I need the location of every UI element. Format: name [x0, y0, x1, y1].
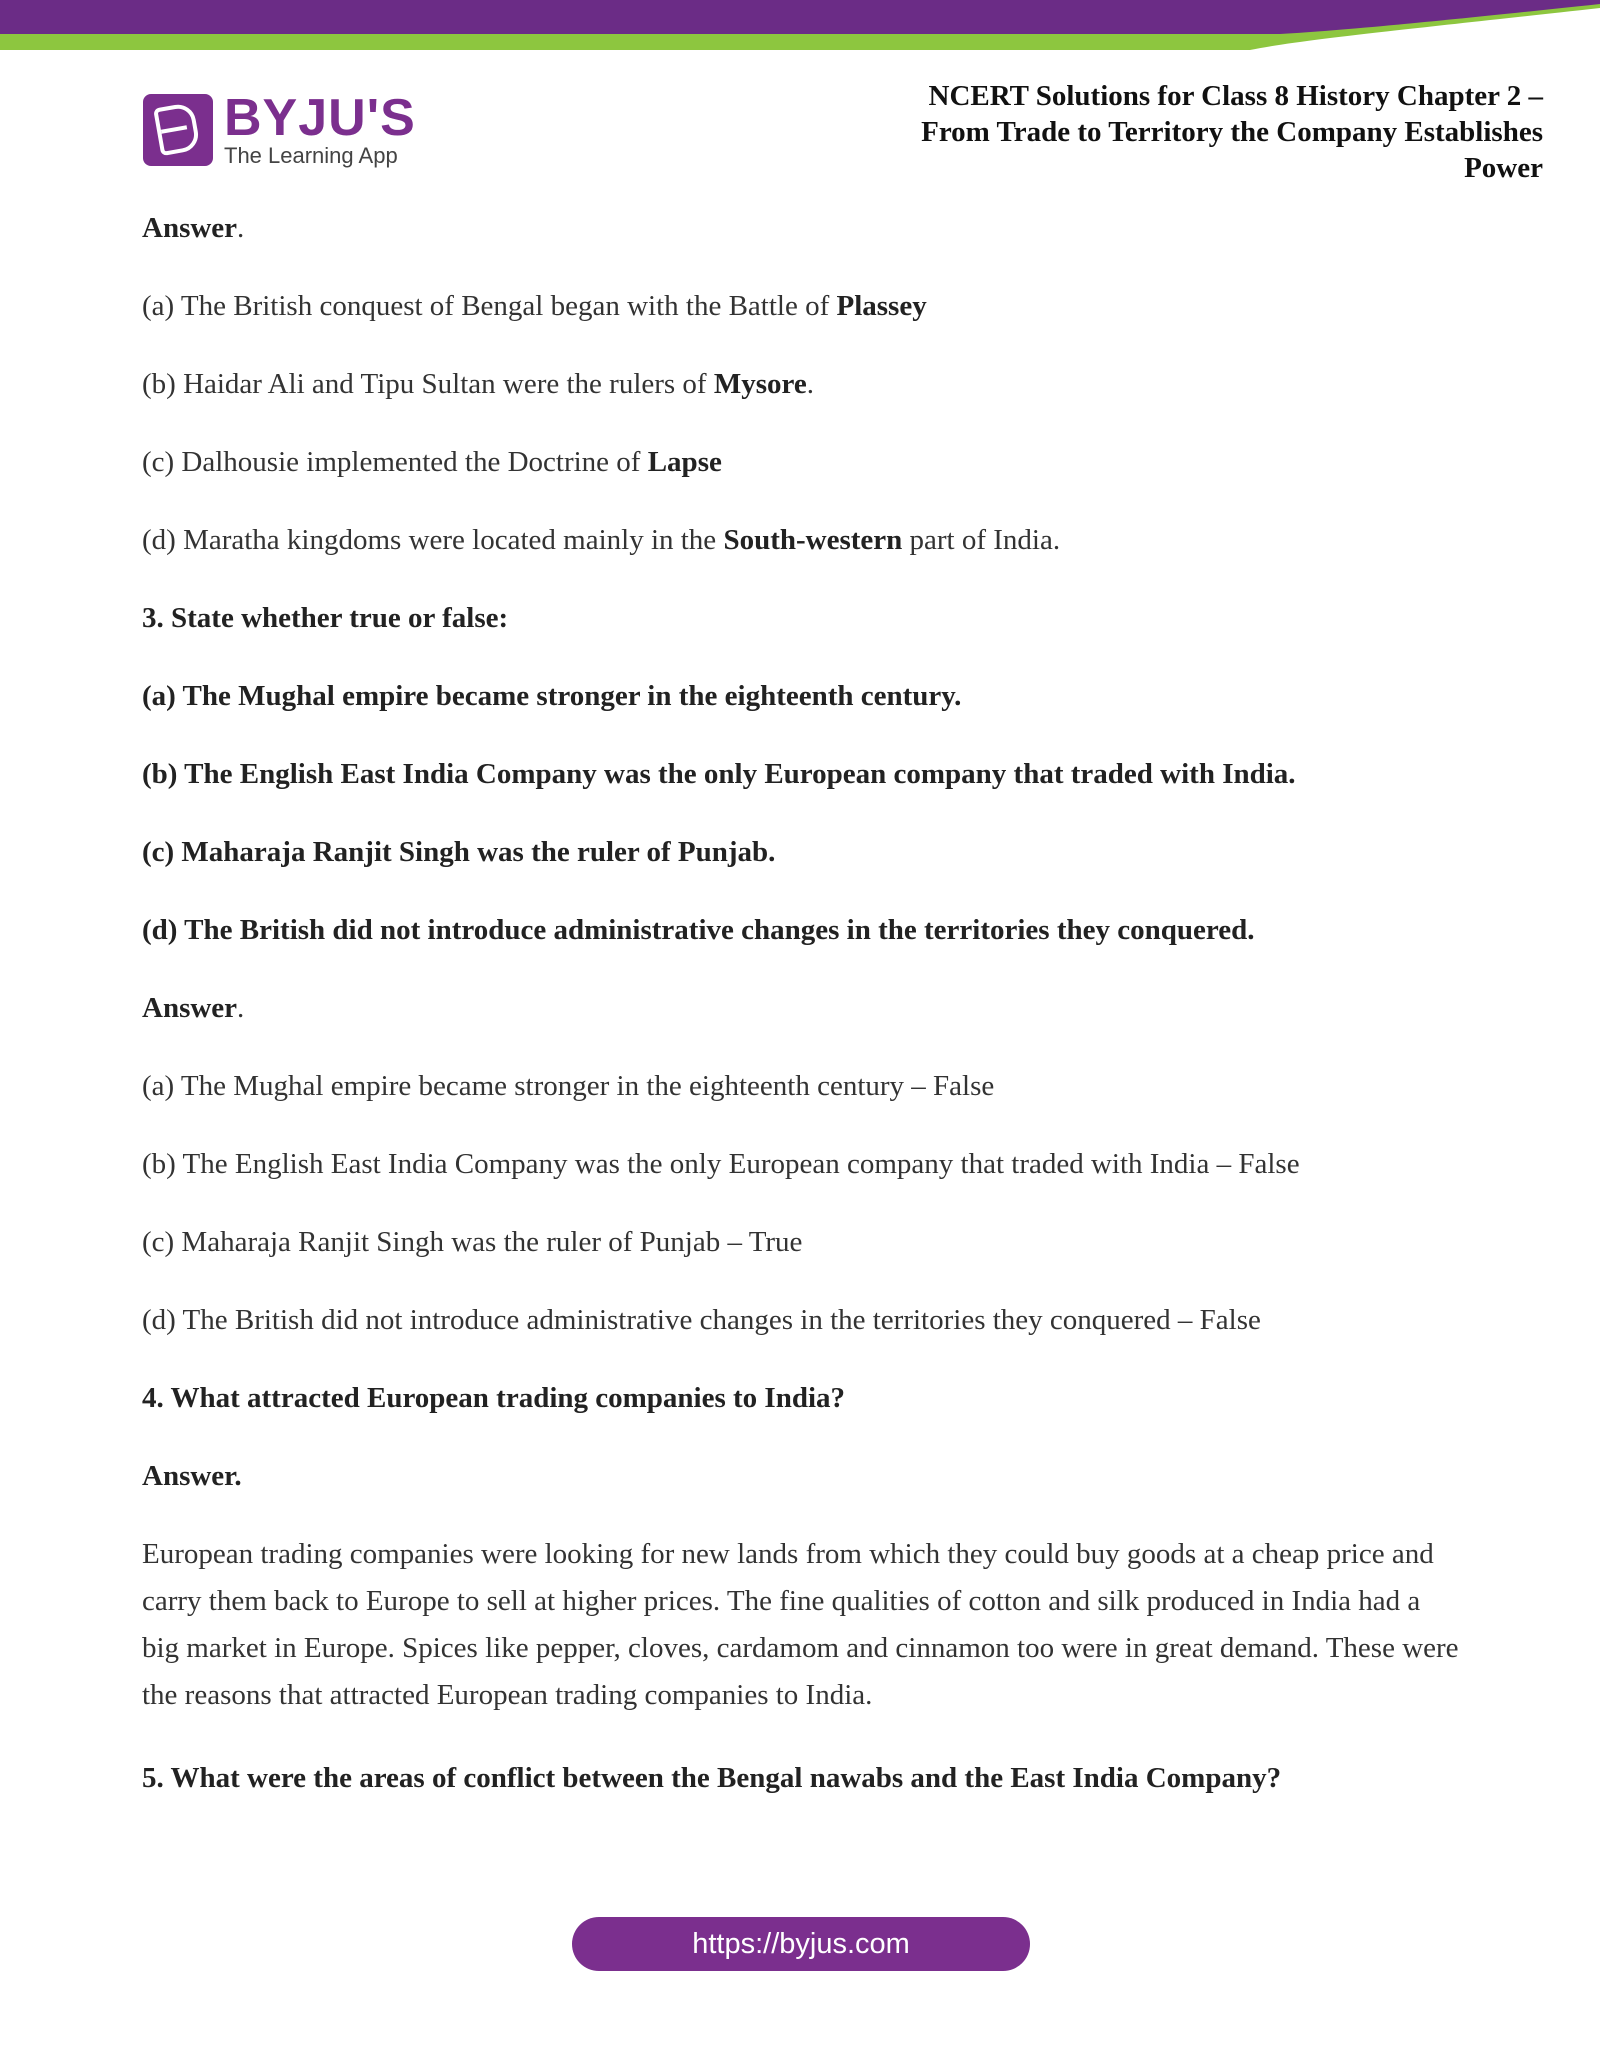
byjus-b-icon	[143, 94, 213, 166]
question-item: (c) Maharaja Ranjit Singh was the ruler of Punjab.	[142, 836, 776, 868]
true-false-answer: (b) The English East India Company was the only European company that traded with India – False	[142, 1148, 1300, 1180]
logo-wordmark: BYJU'S	[224, 89, 416, 147]
true-false-answer: (c) Maharaja Ranjit Singh was the ruler of Punjab – True	[142, 1226, 803, 1258]
logo-tagline: The Learning App	[224, 143, 398, 168]
question-heading: 3. State whether true or false:	[142, 602, 509, 634]
document-title: NCERT Solutions for Class 8 History Chapter 2 – From Trade to Territory the Company Establishes Power	[921, 80, 1543, 184]
true-false-answer: (a) The Mughal empire became stronger in the eighteenth century – False	[142, 1070, 995, 1102]
byjus-logo	[140, 89, 416, 172]
question-item: (b) The English East India Company was the only European company that traded with India.	[142, 758, 1296, 790]
answer-label: Answer.	[142, 1460, 242, 1492]
question-item: (d) The British did not introduce administrative changes in the territories they conquered.	[142, 914, 1255, 946]
fill-blank-answer-b: (b) Haidar Ali and Tipu Sultan were the rulers of Mysore.	[142, 368, 814, 400]
true-false-answer: (d) The British did not introduce administrative changes in the territories they conquered – False	[142, 1304, 1261, 1336]
header-color-band	[0, 0, 1600, 60]
question-item: (a) The Mughal empire became stronger in the eighteenth century.	[142, 680, 962, 712]
fill-blank-answer-a: (a) The British conquest of Bengal began with the Battle of Plassey	[142, 290, 927, 322]
document-body	[142, 210, 1462, 1838]
answer-label: Answer.	[142, 212, 245, 244]
fill-blank-answer-c: (c) Dalhousie implemented the Doctrine of Lapse	[142, 446, 722, 478]
answer-paragraph: European trading companies were looking for new lands from which they could buy goods at a cheap price and carry them back to Europe to sell at higher prices. The fine qualities of cotton and silk produced in India had a big market in Europe. Spices like pepper, cloves, cardamom and cinnamon too were in great demand. These were the reasons that attracted European trading companies to India.	[142, 1538, 1459, 1711]
footer-url-link[interactable]: https://byjus.com	[572, 1917, 1030, 1971]
fill-blank-answer-d: (d) Maratha kingdoms were located mainly in the South-western part of India.	[142, 524, 1061, 556]
answer-label: Answer.	[142, 992, 245, 1024]
question-heading: 4. What attracted European trading companies to India?	[142, 1382, 846, 1414]
question-heading: 5. What were the areas of conflict between the Bengal nawabs and the East India Company?	[142, 1762, 1282, 1794]
